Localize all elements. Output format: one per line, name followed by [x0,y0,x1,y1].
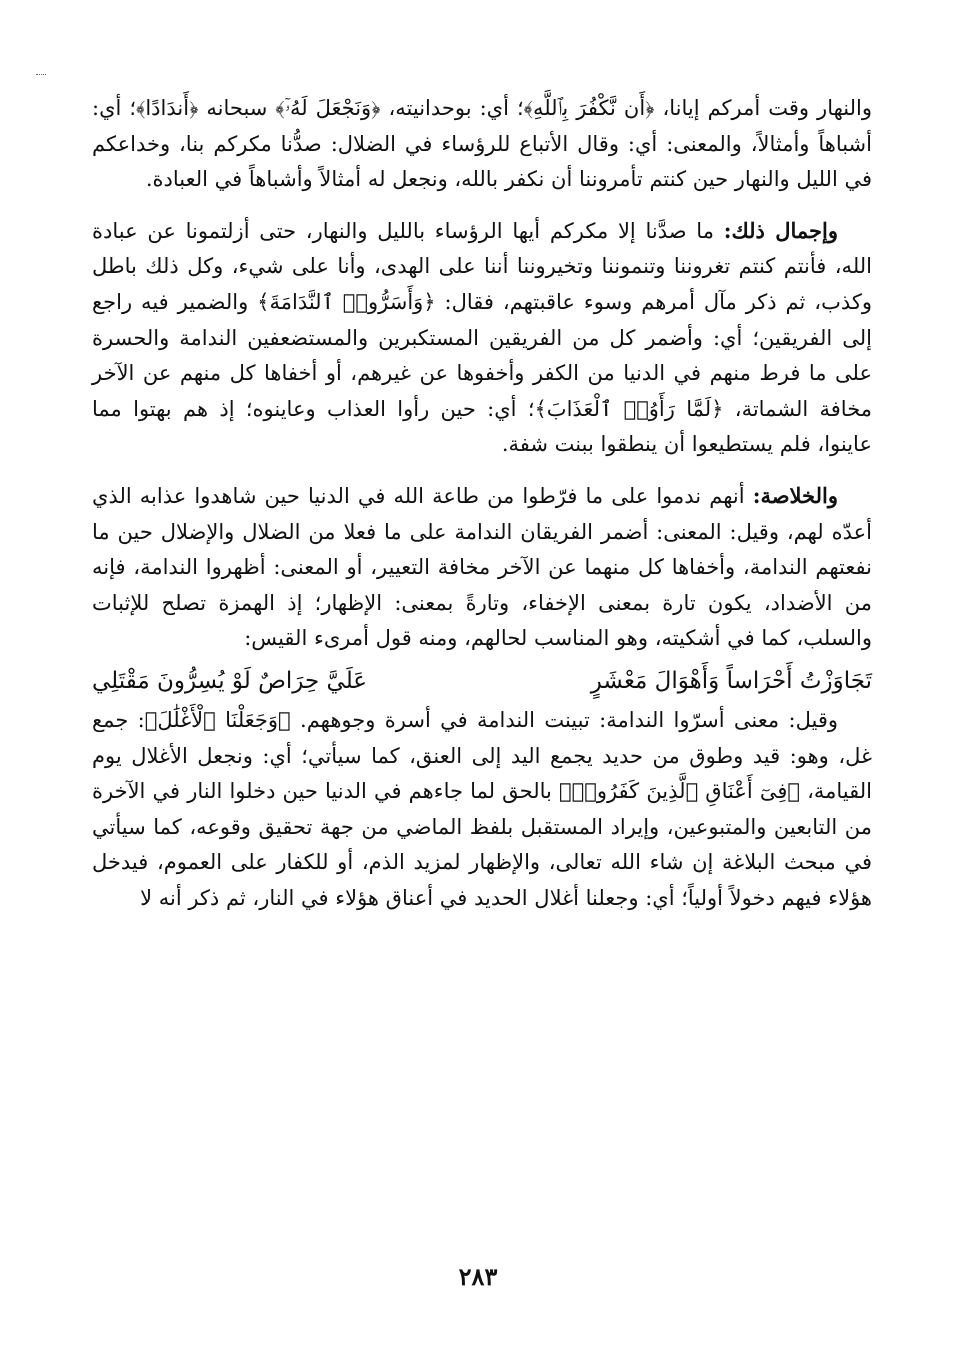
verse-right-hemistich: تَجَاوَزْتُ أَحْرَاساً وَأَهْوَالَ مَعْشَرٍ [590,667,872,694]
paragraph-2 [92,213,872,463]
paragraph-1-text: والنهار وقت أمركم إيانا، ﴿أَن نَّكْفُرَ بِٱللَّهِ﴾؛ أي: بوحدانيته، ﴿وَنَجْعَلَ لَهُۥٓ﴾ سبحانه ﴿أَندَادًا﴾؛ أي: أشباهاً وأمثالاً، والمعنى: أي: وقال الأتباع للرؤساء في الضلال: صدُّنا مكركم بنا، وخداعكم في الليل والنهار حين كنتم تأمروننا أن نكفر بالله، ونجعل له أمثالاً وأشباهاً في العبادة. [92,96,872,192]
paragraph-3-lead: والخلاصة: [752,482,838,508]
paragraph-2-text: ما صدَّنا إلا مكركم أيها الرؤساء بالليل والنهار، حتى أزلتمونا عن عبادة الله، فأنتم كنتم تغروننا وتنموننا وتخيروننا أننا على الهدى، وأنا على شيء، وكل ذلك باطل وكذب، ثم ذكر مآل أمرهم وسوء عاقبتهم، فقال: ﴿وَأَسَرُّوا۟ ٱلنَّدَامَةَ﴾ والضمير فيه راجع إلى الفريقين؛ أي: وأضمر كل من الفريقين المستكبرين والمستضعفين الندامة والحسرة على ما فرط منهم في الدنيا من الكفر وأخفوها عن غيرهم، أو أخفاها كل منهم عن الآخر مخافة الشماتة، ﴿لَمَّا رَأَوُا۟ ٱلْعَذَابَ﴾؛ أي: حين رأوا العذاب وعاينوه؛ إذ هم بهتوا مما عاينوا، فلم يستطيعوا أن ينطقوا ببنت شفة. [92,218,872,457]
page-number: ٢٨٣ [458,1262,498,1291]
poem-verse [92,661,872,701]
verse-left-hemistich: عَلَيَّ حِرَاصٌ لَوْ يُسِرُّونَ مَقْتَلِي [92,667,368,694]
page-body [92,90,872,931]
paragraph-1 [92,90,872,198]
paragraph-4 [92,703,872,917]
paragraph-2-lead: وإجمال ذلك: [723,217,839,243]
margin-mark [36,74,46,76]
paragraph-4-text: وقيل: معنى أسرّوا الندامة: تبينت الندامة في أسرة وجوههم. ﴿وَجَعَلْنَا ٱلْأَغْلَٰلَ﴾: جمع غل، وهو: قيد وطوق من حديد يجمع اليد إلى العنق، كما سيأتي؛ أي: ونجعل الأغلال يوم القيامة، ﴿فِىٓ أَعْنَاقِ ٱلَّذِينَ كَفَرُوا۟﴾ بالحق لما جاءهم في الدنيا حين دخلوا النار في الآخرة من التابعين والمتبوعين، وإيراد المستقبل بلفظ الماضي من جهة تحقيق وقوعه، كما سيأتي في مبحث البلاغة إن شاء الله تعالى، والإظهار لمزيد الذم، أو للكفار على العموم، فيدخل هؤلاء فيهم دخولاً أولياً؛ أي: وجعلنا أغلال الحديد في أعناق هؤلاء في النار، ثم ذكر أنه لا [92,707,872,910]
paragraph-3 [92,478,872,657]
paragraph-3-text: أنهم ندموا على ما فرّطوا من طاعة الله في الدنيا حين شاهدوا عذابه الذي أعدّه لهم، وقيل: المعنى: أضمر الفريقان الندامة على ما فعلا من الضلال والإضلال حين ما نفعتهم الندامة، وأخفاها كل منهما عن الآخر مخافة التعيير، أو المعنى: أظهروا الندامة، فإنه من الأضداد، يكون تارة بمعنى الإخفاء، وتارةً بمعنى: الإظهار؛ إذ الهمزة تصلح للإثبات والسلب، كما في أشكيته، وهو المناسب لحالهم، ومنه قول أمرىء القيس: [92,483,872,651]
